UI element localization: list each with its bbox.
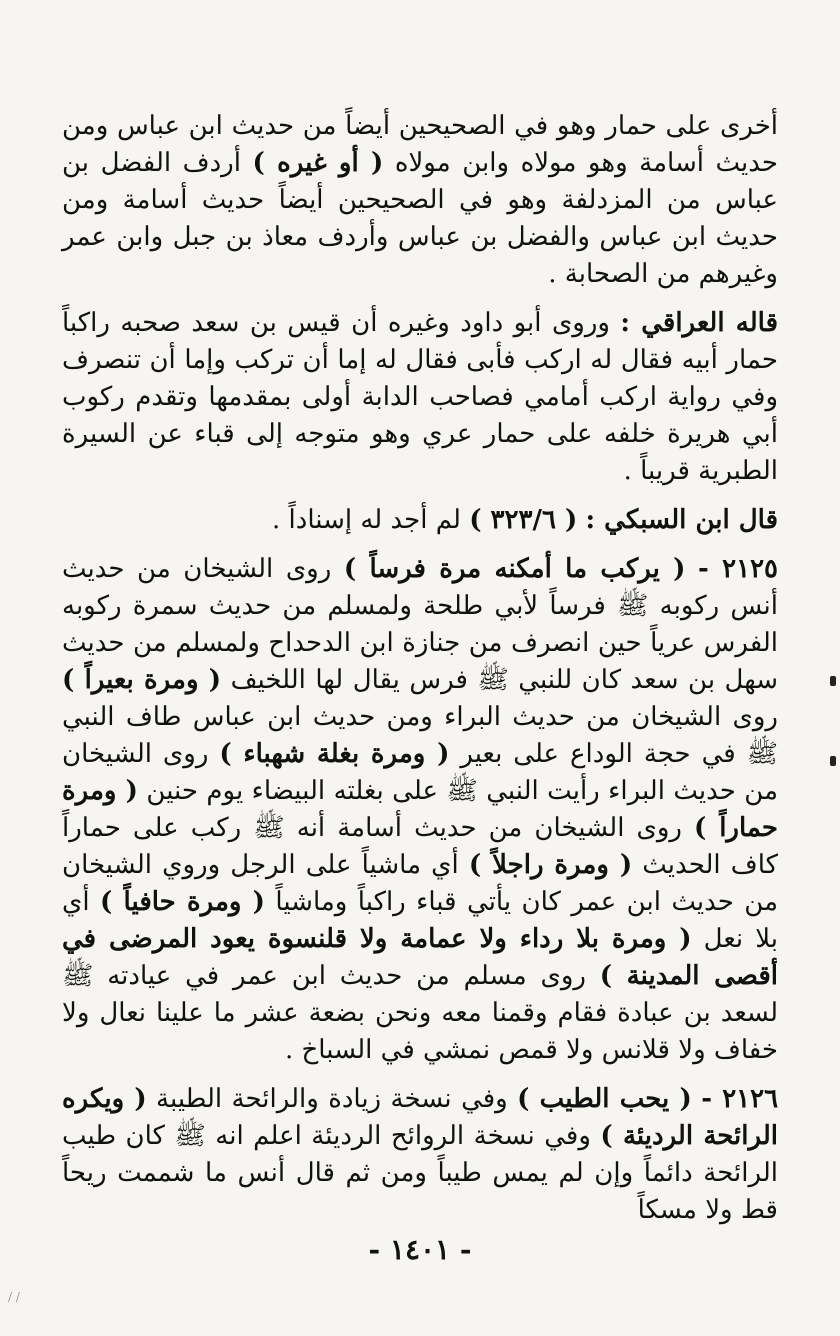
text-run: وفي نسخة زيادة والرائحة الطيبة [156, 1084, 508, 1114]
text-run: أردف الفضل بن عباس من المزدلفة وهو في الصحيحين أيضاً حديث أسامة ومن حديث ابن عباس والفضل بن عباس وأردف معاذ بن جبل وابن عمر وغيرهم من الصحابة . [62, 148, 778, 289]
quoted-phrase: ( ومرة حماراً ) [62, 776, 778, 843]
paragraph [62, 108, 778, 293]
author-label: قاله العراقي : [620, 308, 778, 338]
entry-number: ٢١٢٦ - [701, 1084, 779, 1114]
paragraph [62, 1081, 778, 1229]
quoted-phrase: ( ومرة راجلاً ) [468, 850, 633, 880]
quoted-phrase: ( ومرة حافياً ) [100, 887, 265, 917]
text-run: روى الشيخان من حديث البراء رأيت النبي ﷺ على بغلته البيضاء يوم حنين [62, 739, 779, 806]
reference: ( ٣٢٣/٦ ) [469, 505, 578, 535]
quoted-phrase: ( يركب ما أمكنه مرة فرساً ) [343, 554, 686, 584]
text-run: أي بلا نعل [62, 887, 779, 954]
text-run: لم أجد له إسناداً . [271, 505, 461, 535]
text-run: وفي نسخة الروائح الرديئة اعلم انه ﷺ كان طيب الرائحة دائماً وإن لم يمس طيباً ومن ثم قال أنس ما شممت ريحاً قط ولا مسكاً [62, 1121, 778, 1225]
page-number: - ١٤٠١ - [368, 1233, 472, 1266]
quoted-phrase: ( ويكره الرائحة الرديئة ) [62, 1084, 778, 1151]
scan-mark [830, 676, 836, 686]
text-run: روى الشيخان من حديث أسامة أنه ﷺ ركب على حماراً كاف الحديث [62, 813, 779, 880]
quoted-phrase: ( أو غيره ) [252, 148, 384, 178]
page-body [62, 108, 778, 1229]
text-run: روى مسلم من حديث ابن عمر في عيادته ﷺ لسعد بن عبادة فقام وقمنا معه ونحن بضعة عشر ما علينا نعال ولا خفاف ولا قلانس ولا قمص نمشي في السباخ . [62, 961, 778, 1065]
text-run: أي ماشياً على الرجل وروي الشيخان من حديث ابن عمر كان يأتي قباء راكباً وماشياً [62, 850, 779, 917]
scan-smudge: / / [8, 1290, 20, 1304]
quoted-phrase: ( يحب الطيب ) [517, 1084, 692, 1114]
quoted-phrase: ( ومرة بغلة شهباء ) [219, 739, 450, 769]
text-run: روى الشيخان من حديث أنس ركوبه ﷺ فرساً لأبي طلحة ولمسلم من حديث سمرة ركوبه الفرس عرياً حين انصرف من جنازة ابن الدحداح ولمسلم من حديث سهل بن سعد كان للنبي ﷺ فرس يقال لها اللخيف [62, 554, 779, 695]
author-label: قال ابن السبكي : [585, 505, 778, 535]
quoted-phrase: ( ومرة بعيراً ) [62, 665, 222, 695]
scan-mark [830, 756, 836, 766]
text-run: وروى أبو داود وغيره أن قيس بن سعد صحبه راكباً حمار أبيه فقال له اركب فأبى فقال له إما أن تركب وإما أن تنصرف وفي رواية اركب أمامي فصاحب الدابة أولى بمقدمها وتقدم ركوب أبي هريرة خلفه على حمار عري وهو متوجه إلى قباء عن السيرة الطبرية قريباً . [62, 308, 778, 486]
text-run: أخرى على حمار وهو في الصحيحين أيضاً من حديث ابن عباس ومن حديث أسامة وهو مولاه وابن مولاه [62, 111, 778, 178]
paragraph [62, 305, 778, 490]
text-run: روى الشيخان من حديث البراء ومن حديث ابن عباس طاف النبي ﷺ في حجة الوداع على بعير [62, 702, 779, 769]
quoted-phrase: ( ومرة بلا رداء ولا عمامة ولا قلنسوة يعود المرضى في أقصى المدينة ) [62, 924, 778, 991]
paragraph [62, 551, 778, 1069]
entry-number: ٢١٢٥ - [698, 554, 778, 584]
paragraph [62, 502, 778, 539]
